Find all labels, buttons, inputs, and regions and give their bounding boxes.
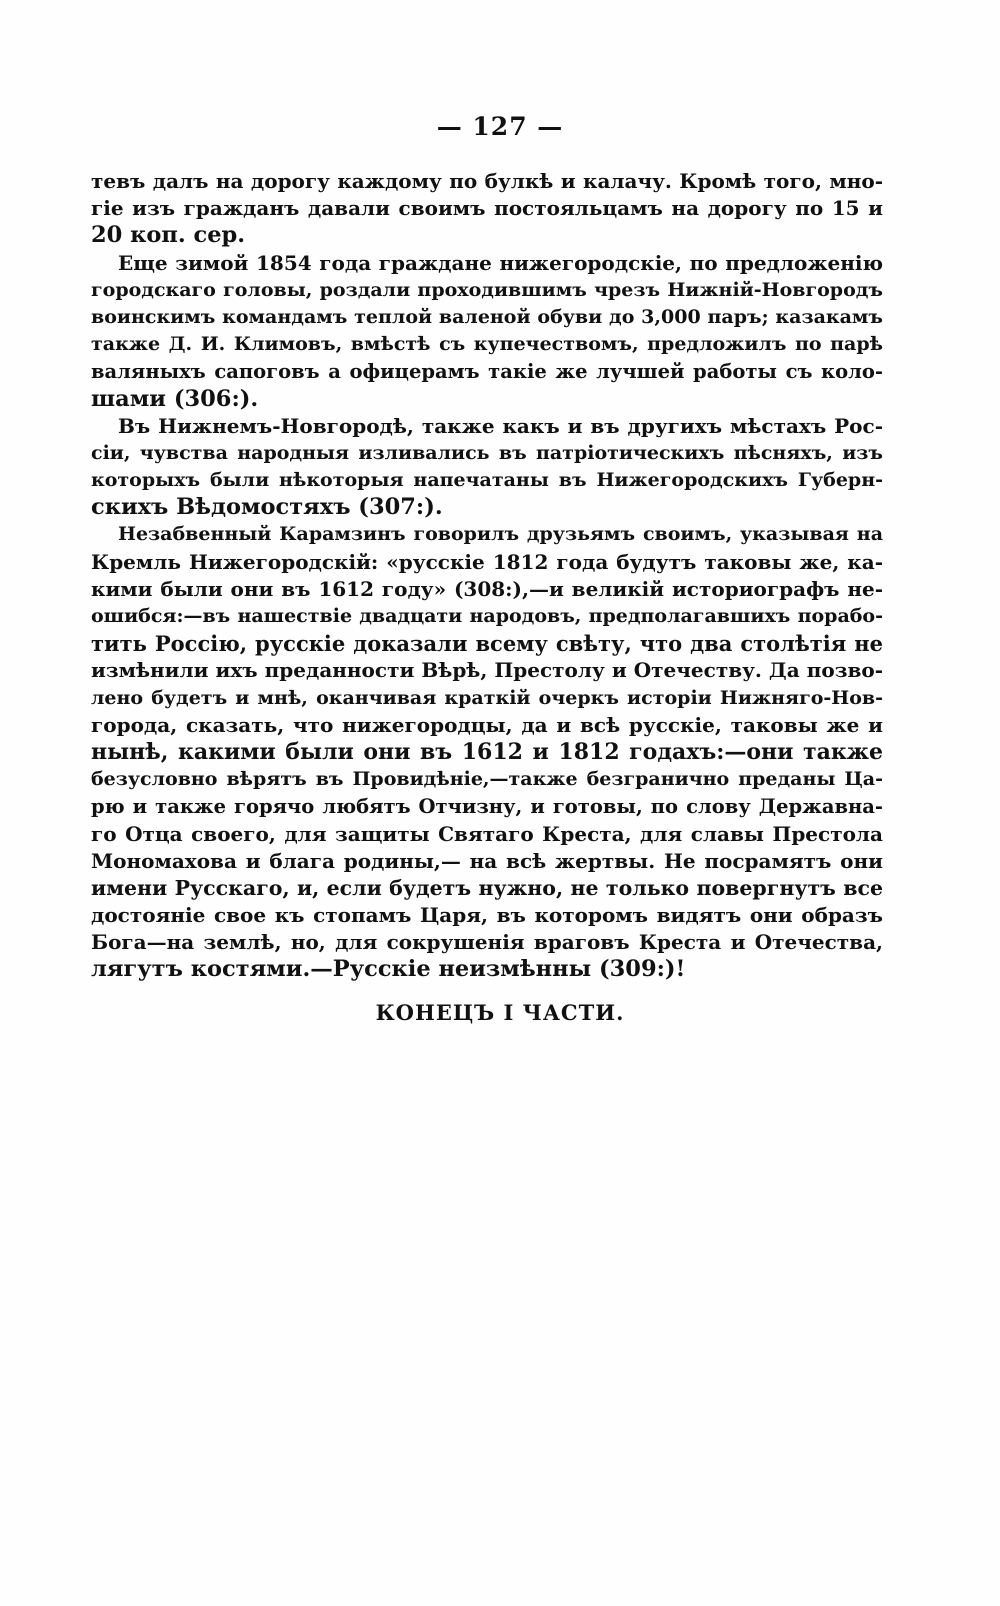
text-line: достояніе свое къ стопамъ Царя, въ которомъ видятъ они образъ [91, 903, 883, 928]
text-line: имени Русскаго, и, если будетъ нужно, не только повергнутъ все [91, 875, 883, 900]
text-line: Незабвенный Карамзинъ говорилъ друзьямъ своимъ, указывая на [118, 523, 883, 546]
page-number: — 127 — [436, 112, 564, 141]
text-line: лено будетъ и мнѣ, оканчивая краткій очеркъ исторіи Нижняго-Нов- [91, 686, 883, 709]
text-line: лягутъ костями.—Русскіе неизмѣнны (309:)! [91, 956, 686, 983]
text-line: Еще зимой 1854 года граждане нижегородскіе, по предложенію [118, 250, 883, 275]
text-line: которыхъ были нѣкоторыя напечатаны въ Нижегородскихъ Губерн- [91, 469, 883, 492]
text-line: го Отца своего, для защиты Святаго Креста, для славы Престола [91, 821, 883, 846]
text-line: сіи, чувства народныя изливались въ патріотическихъ пѣсняхъ, изъ [91, 441, 883, 464]
text-line: Въ Нижнемъ-Новгородѣ, также какъ и въ другихъ мѣстахъ Рос- [118, 413, 883, 438]
end-of-part-heading: КОНЕЦЪ I ЧАСТИ. [375, 1000, 625, 1025]
text-line: валяныхъ сапоговъ а офицерамъ такіе же лучшей работы съ коло- [91, 360, 883, 384]
text-line: измѣнили ихъ преданности Вѣрѣ, Престолу и Отечеству. Да позво- [91, 658, 883, 683]
body-text [91, 168, 883, 984]
text-line: гіе изъ гражданъ давали своимъ постояльцамъ на дорогу по 15 и [91, 196, 883, 221]
text-line: тить Россію, русскіе доказали всему свѣту, что два столѣтія не [91, 631, 883, 657]
text-line: тевъ далъ на дорогу каждому по булкѣ и калачу. Кромѣ того, мно- [91, 169, 883, 193]
text-line: воинскимъ командамъ теплой валеной обуви до 3,000 паръ; казакамъ [91, 305, 883, 328]
text-line: нынѣ, какими были они въ 1612 и 1812 годахъ:—они также [91, 738, 883, 765]
text-line: ошибся:—въ нашествіе двадцати народовъ, предполагавшихъ порабо- [91, 605, 883, 627]
text-line: скихъ Вѣдомостяхъ (307:). [91, 494, 443, 521]
text-line: Кремль Нижегородскій: «русскіе 1812 года будутъ таковы же, ка- [91, 549, 883, 574]
text-line: безусловно вѣрятъ въ Провидѣніе,—также безгранично преданы Ца- [91, 768, 883, 791]
text-line: 20 коп. сер. [91, 222, 246, 249]
text-line: шами (306:). [91, 385, 259, 412]
text-line: городскаго головы, роздали проходившимъ чрезъ Нижній-Новгородъ [91, 278, 883, 301]
text-line: также Д. И. Климовъ, вмѣстѣ съ купечествомъ, предложилъ по парѣ [91, 333, 883, 356]
text-line: Бога—на землѣ, но, для сокрушенія враговъ Креста и Отечества, [91, 930, 883, 955]
text-line: Мономахова и блага родины,— на всѣ жертвы. Не посрамятъ они [91, 848, 883, 873]
text-line: рю и также горячо любятъ Отчизну, и готовы, по слову Державна- [91, 795, 883, 819]
text-line: кими были они въ 1612 году» (308:),—и великій историографъ не- [91, 576, 883, 601]
text-line: города, сказать, что нижегородцы, да и всѣ русскіе, таковы же и [91, 712, 883, 737]
